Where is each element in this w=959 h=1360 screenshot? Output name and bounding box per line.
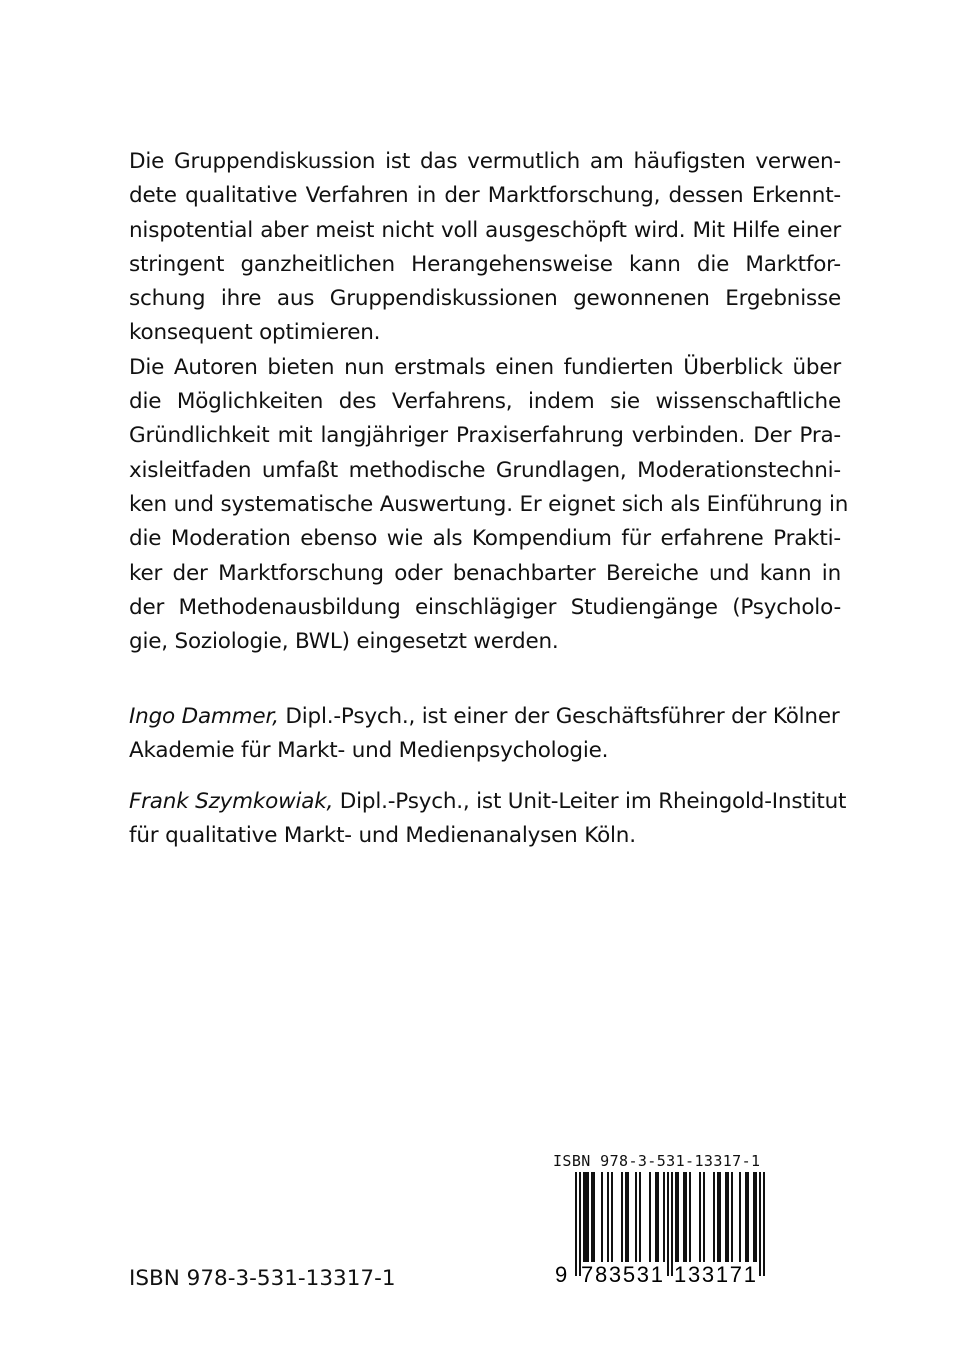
barcode-bars [553,1172,783,1288]
blurb-line: gie, Soziologie, BWL) eingesetzt werden. [129,629,559,655]
barcode-bar [699,1172,701,1262]
barcode-bar [585,1172,587,1262]
isbn-footer: ISBN 978-3-531-13317-1 [129,1266,396,1291]
barcode-bar [763,1172,765,1276]
barcode-bar [671,1172,673,1276]
barcode-bar [753,1172,755,1262]
barcode-digits-right: 133171 [674,1262,756,1287]
author-bio-line [129,785,847,819]
barcode-bar [625,1172,627,1262]
barcode-digits-left: 783531 [581,1262,663,1287]
barcode-bar [759,1172,761,1276]
barcode-bar [731,1172,733,1262]
blurb-line: Die Autoren bieten nun erstmals einen fundierten Überblick über [129,354,841,380]
barcode-digit-prefix: 9 [555,1262,568,1287]
blurb-line: die Moderation ebenso wie als Kompendium für erfahrene Prakti- [129,526,841,552]
barcode-bar [675,1172,677,1262]
blurb-line: Die Gruppendiskussion ist das vermutlich am häufigsten verwen- [129,149,841,174]
barcode-bar [601,1172,603,1262]
barcode-bar [755,1172,757,1262]
barcode-bar [583,1172,585,1262]
blurb-line: schung ihre aus Gruppendiskussionen gewonnenen Ergebnisse [129,286,841,312]
author-bio [129,785,847,854]
blurb-line: die Möglichkeiten des Verfahrens, indem sie wissenschaftliche [129,389,841,415]
barcode-bar [667,1172,669,1276]
blurb-line: der Methodenausbildung einschlägiger Studiengänge (Psycholo- [129,594,841,620]
barcode-bar [713,1172,715,1262]
barcode-bar [657,1172,659,1262]
author-bio-line [129,700,841,734]
barcode-bar [639,1172,641,1262]
barcode-bar [575,1172,577,1276]
barcode-bar [593,1172,595,1262]
barcode-bar [683,1172,685,1262]
barcode-bar [727,1172,729,1262]
barcode-bar [717,1172,719,1262]
author-bio-text: Dipl.-Psych., ist einer der Geschäftsführer der Kölner [278,704,840,729]
barcode-bar [627,1172,629,1262]
author-bio-text: Dipl.-Psych., ist Unit-Leiter im Rheingold-Institut [333,788,847,814]
blurb-line: stringent ganzheitlichen Herangehensweise kann die Marktfor- [129,251,841,277]
author-bio-line: für qualitative Markt- und Medienanalysen Köln. [129,822,636,848]
barcode-bar [739,1172,741,1262]
author-bios [129,700,847,869]
barcode-bar [621,1172,623,1262]
author-bio-line: Akademie für Markt- und Medienpsychologie. [129,738,609,764]
blurb-line: ken und systematische Auswertung. Er eignet sich als Einführung in [129,491,849,517]
barcode-bar [635,1172,637,1262]
barcode-bar [703,1172,705,1262]
blurb-text [129,145,849,659]
barcode-bar [725,1172,727,1262]
isbn-barcode [553,1152,783,1288]
barcode-bar [747,1172,749,1262]
barcode-bar [587,1172,589,1262]
barcode-bar [649,1172,651,1262]
blurb-line: Gründlichkeit mit langjähriger Praxiserfahrung verbinden. Der Pra- [129,423,841,449]
barcode-bar [719,1172,721,1262]
blurb-line: nispotential aber meist nicht voll ausgeschöpft wird. Mit Hilfe einer [129,217,841,243]
barcode-bar [685,1172,687,1262]
barcode-bar [745,1172,747,1262]
blurb-line: ker der Marktforschung oder benachbarter Bereiche und kann in [129,560,841,586]
barcode-bar [611,1172,613,1262]
barcode-bar [689,1172,691,1262]
barcode-bar [607,1172,609,1262]
author-bio [129,700,841,769]
barcode-bar [591,1172,593,1262]
barcode-bar [579,1172,581,1276]
barcode-bar [663,1172,665,1262]
blurb-line: konsequent optimieren. [129,320,381,346]
blurb-line: xisleitfaden umfaßt methodische Grundlagen, Moderationstechni- [129,457,841,483]
barcode-bar [655,1172,657,1262]
barcode-isbn-label: ISBN 978-3-531-13317-1 [553,1152,761,1170]
barcode-bar [677,1172,679,1262]
author-name: Frank Szymkowiak, [129,788,334,814]
blurb-line: dete qualitative Verfahren in der Marktforschung, dessen Erkennt- [129,183,841,209]
author-name: Ingo Dammer, [129,704,279,729]
